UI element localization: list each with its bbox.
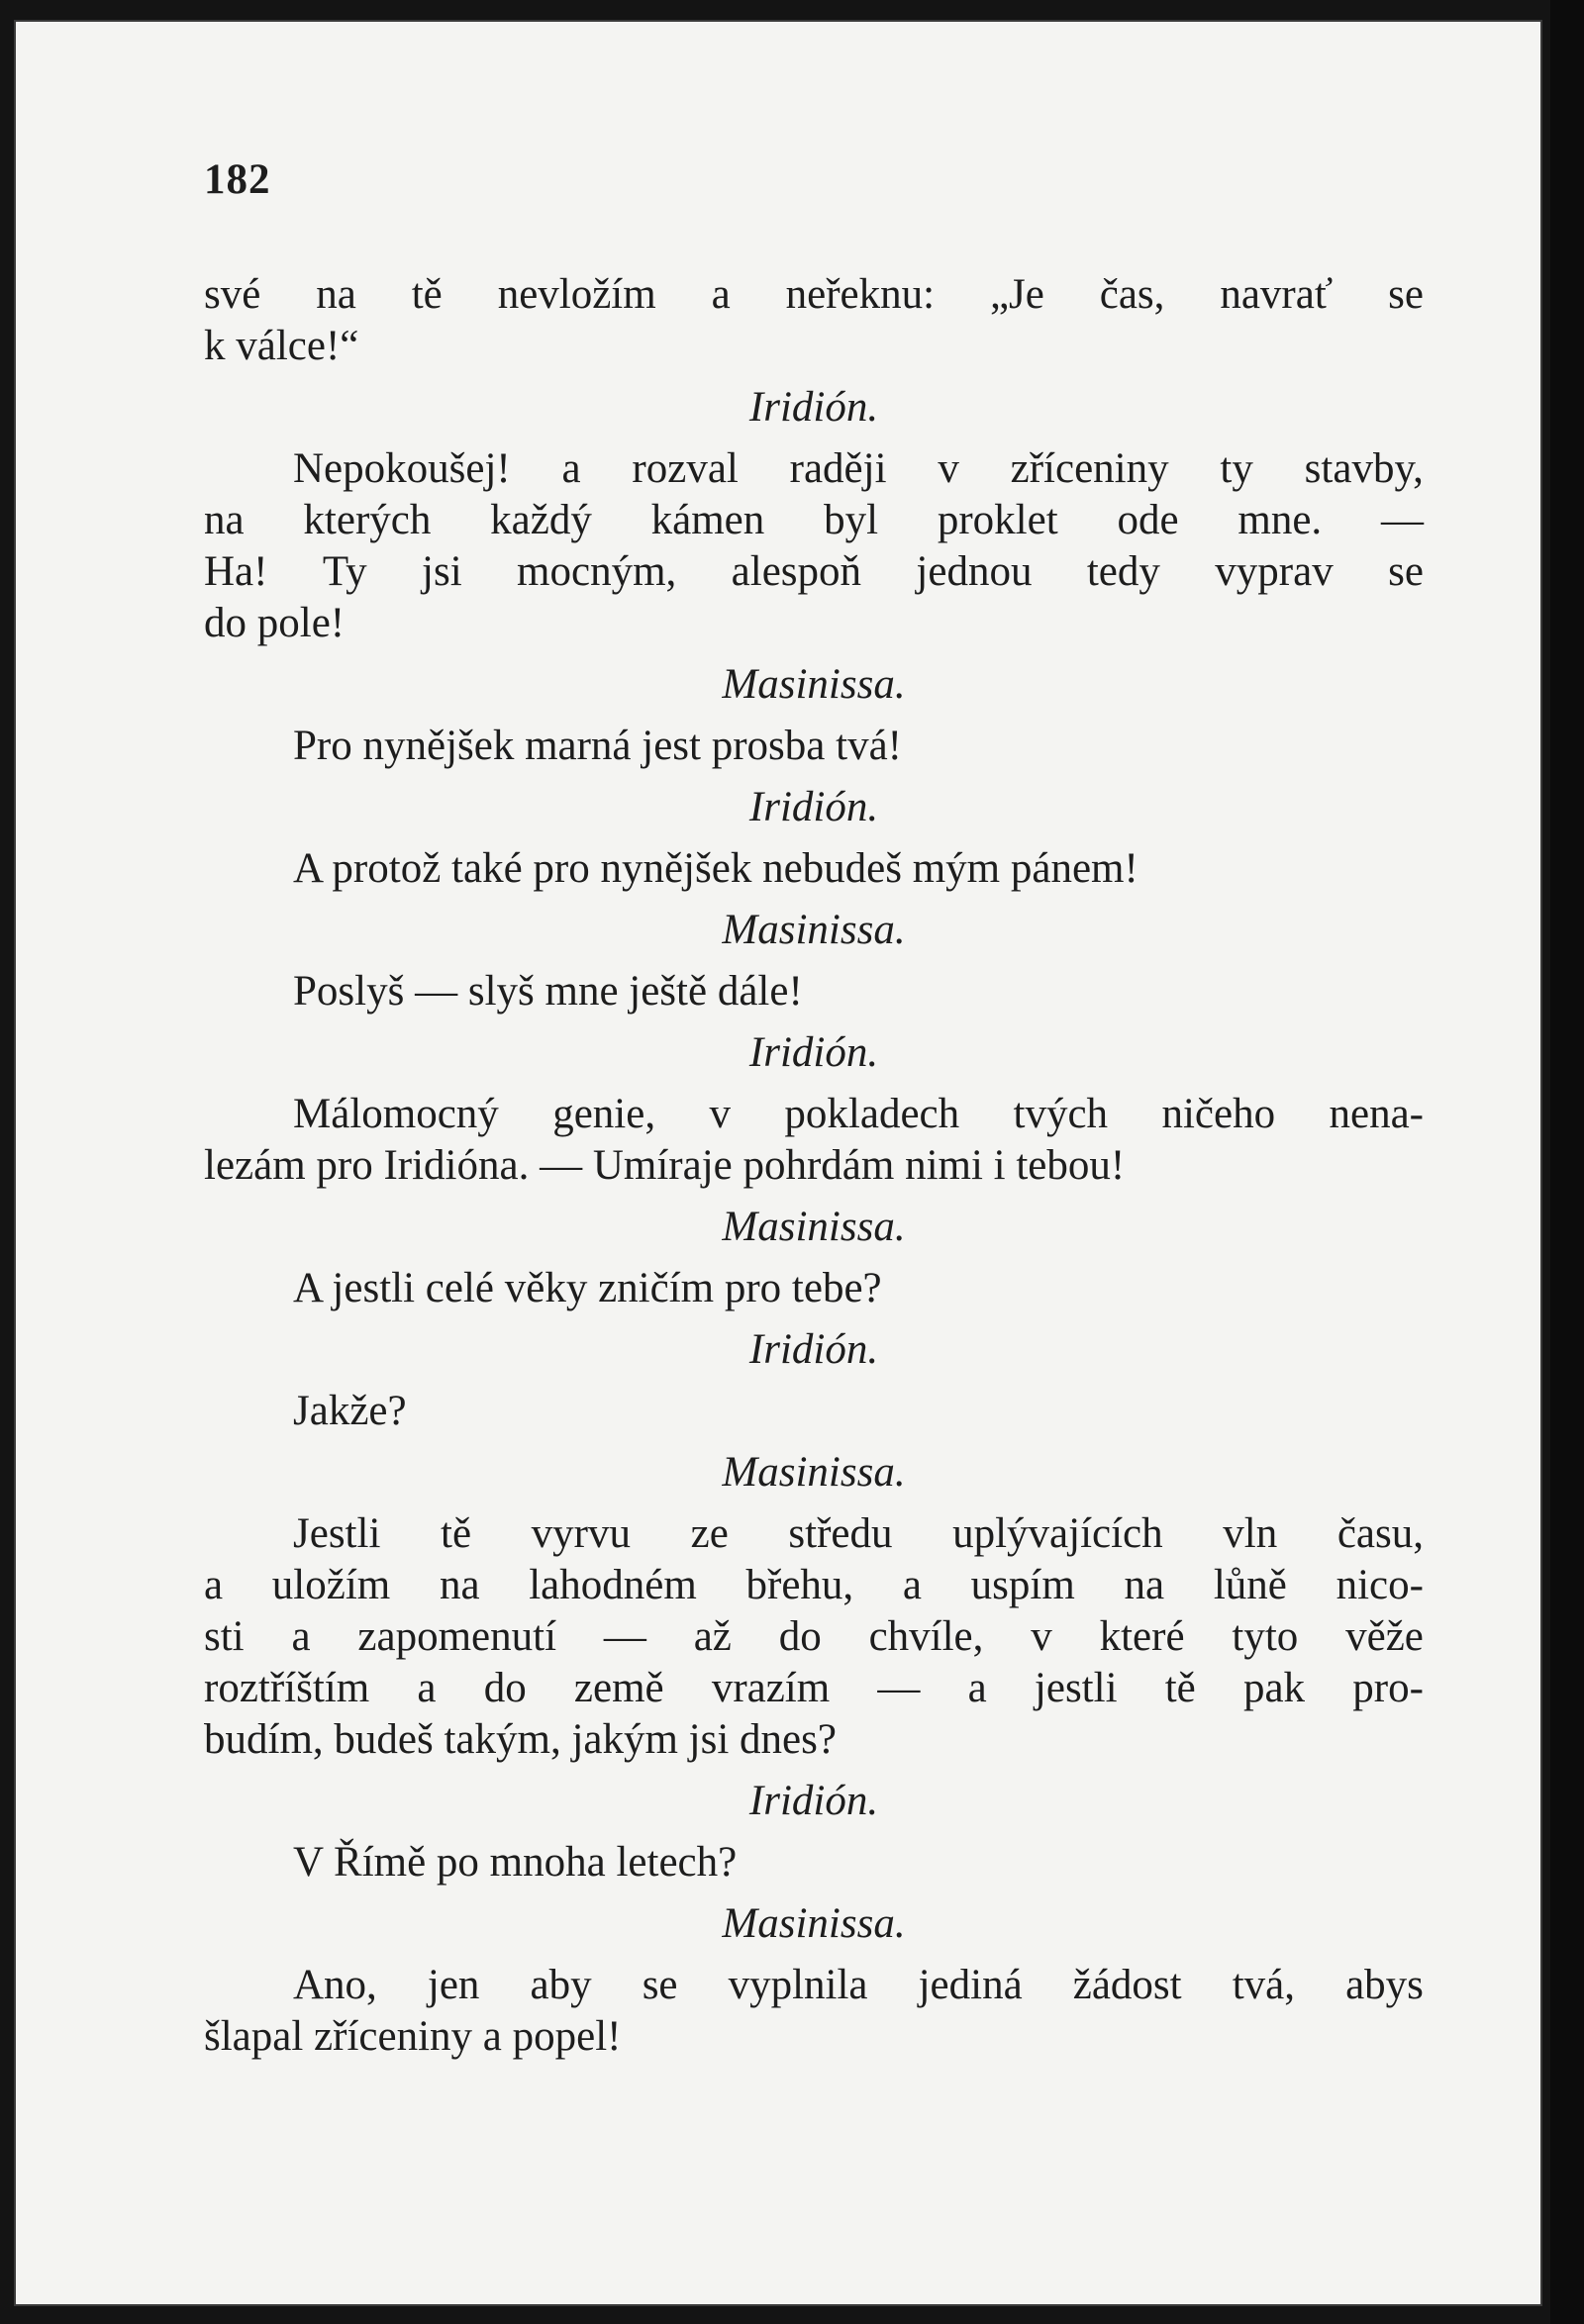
text-line: sti a zapomenutí — až do chvíle, v které tyto věže (204, 1613, 1424, 1660)
speaker-name: Iridión. (748, 784, 879, 830)
text-line: Málomocný genie, v pokladech tvých ničeho nena- (293, 1091, 1424, 1137)
paragraph (204, 721, 1424, 772)
text-line: roztříštím a do země vrazím — a jestli tě pak pro- (204, 1665, 1424, 1711)
text-line: Jestli tě vyrvu ze středu uplývajících vln času, (293, 1510, 1424, 1557)
speaker-name: Iridión. (748, 1778, 879, 1824)
text-line: A jestli celé věky zničím pro tebe? (293, 1265, 882, 1311)
book-page (14, 20, 1542, 2306)
paragraph (204, 443, 1424, 649)
paragraph (204, 1508, 1424, 1766)
text-line: Pro nynějšek marná jest prosba tvá! (293, 723, 902, 769)
paragraph (204, 966, 1424, 1017)
speaker-name: Iridión. (748, 384, 879, 431)
speaker-name: Iridión. (748, 1326, 879, 1373)
page-number: 182 (204, 156, 271, 203)
speaker-name: Masinissa. (722, 661, 906, 708)
text-line: své na tě nevložím a neřeknu: „Je čas, navrať se (204, 271, 1424, 318)
text-line: lezám pro Iridióna. — Umíraje pohrdám nimi i tebou! (204, 1142, 1126, 1189)
speaker-name: Iridión. (748, 1029, 879, 1076)
text-line: do pole! (204, 600, 346, 646)
text-line: Jakže? (293, 1388, 407, 1434)
text-line: V Římě po mnoha letech? (293, 1839, 738, 1886)
text-line: k válce!“ (204, 323, 359, 369)
speaker-name: Masinissa. (722, 907, 906, 953)
speaker-name: Masinissa. (722, 1449, 906, 1496)
paragraph (204, 843, 1424, 895)
paragraph (204, 1386, 1424, 1437)
text-line: A protož také pro nynějšek nebudeš mým pánem! (293, 845, 1138, 892)
text-line: na kterých každý kámen byl proklet ode mne. — (204, 497, 1424, 543)
speaker-name: Masinissa. (722, 1204, 906, 1250)
text-line: Ano, jen aby se vyplnila jediná žádost tvá, abys (293, 1962, 1424, 2008)
text-line: Poslyš — slyš mne ještě dále! (293, 968, 803, 1015)
speaker-name: Masinissa. (722, 1900, 906, 1947)
text-line: Ha! Ty jsi mocným, alespoň jednou tedy vyprav se (204, 548, 1424, 595)
paragraph (204, 1263, 1424, 1314)
paragraph (204, 1960, 1424, 2063)
text-line: a uložím na lahodném břehu, a uspím na lůně nico- (204, 1562, 1424, 1608)
text-line: šlapal zříceniny a popel! (204, 2013, 622, 2060)
paragraph (204, 1089, 1424, 1192)
text-flow (204, 269, 1424, 2063)
page-content (204, 156, 1424, 2063)
text-line: budím, budeš takým, jakým jsi dnes? (204, 1716, 837, 1763)
text-line: Nepokoušej! a rozval raději v zříceniny ty stavby, (293, 445, 1424, 492)
scan-edge (1550, 0, 1584, 2324)
paragraph (204, 269, 1424, 372)
paragraph (204, 1837, 1424, 1888)
